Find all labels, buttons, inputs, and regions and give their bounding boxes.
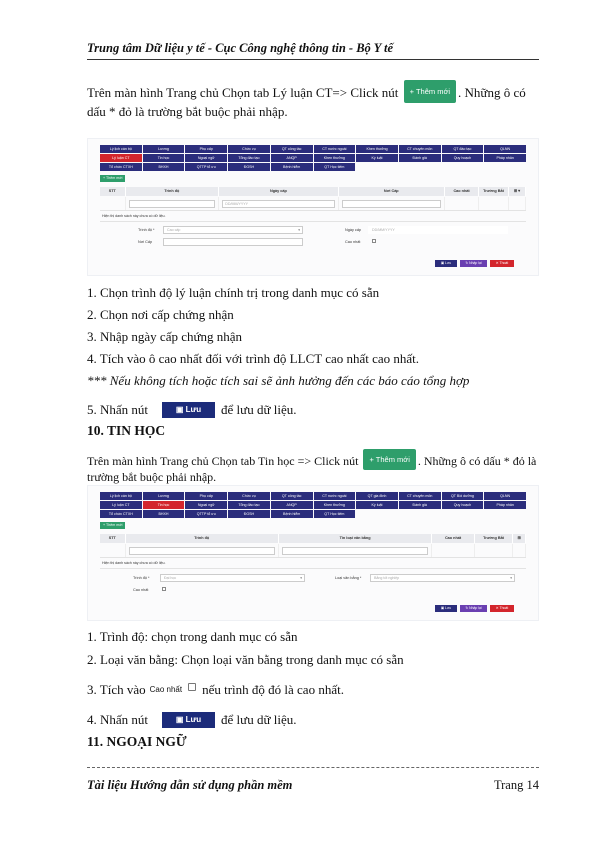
tab-to-chuc-ctxh[interactable]: Tổ chức CTXH: [100, 163, 142, 171]
filter-ngay-cap[interactable]: DD/MM/YYYY: [222, 200, 334, 208]
tab-luong[interactable]: Lương: [143, 145, 185, 153]
filter-trinh-do[interactable]: [129, 547, 275, 555]
tab-ngoai-ngu[interactable]: Ngoại ngữ: [185, 501, 227, 509]
retype-button[interactable]: ↻ Nhập lại: [460, 260, 487, 267]
tab-ct-nuoc-ngoai[interactable]: CT nước ngoài: [314, 492, 356, 500]
label-noi-cap: Nơi Cấp: [138, 240, 153, 244]
save-icon: ▣: [440, 261, 446, 265]
tab-bhxh[interactable]: BHXH: [143, 510, 185, 518]
tab-ct-chuyen-mon[interactable]: CT chuyên môn: [399, 145, 441, 153]
tab-khen-thuong-1[interactable]: Khen thưởng: [356, 145, 398, 153]
col-truong-bat: Trường Bắt: [479, 187, 509, 196]
tab-ct-chuyen-mon[interactable]: CT chuyên môn: [399, 492, 441, 500]
input-noi-cap[interactable]: [163, 238, 303, 246]
tinhoc-step-3: 3. Tích vào Cao nhất nếu trình độ đó là cao nhất.: [87, 682, 344, 697]
tab-phap-nhan[interactable]: Pháp nhân: [484, 154, 526, 162]
tab-luong[interactable]: Lương: [143, 492, 185, 500]
intro-lyluan-text-after: . Những ô có dấu * đỏ là trường bắt buộc phải nhập.: [87, 85, 526, 119]
col-truong-bat: Trường Bắt: [475, 534, 513, 543]
table-header: [100, 534, 526, 543]
save-icon: ▣: [440, 606, 446, 610]
tab-ky-luat[interactable]: Kỷ luật: [356, 154, 398, 162]
step-3: 3. Nhập ngày cấp chứng nhận: [87, 329, 243, 344]
tab-danh-gia[interactable]: Đánh giá: [399, 154, 441, 162]
table-header: [100, 187, 526, 196]
tab-qt-gia-dinh[interactable]: QT gia đình: [356, 492, 398, 500]
tab-qlnn[interactable]: QLNN: [484, 492, 526, 500]
select-loai-van-bang[interactable]: Bằng tốt nghiệp ▾: [370, 574, 515, 582]
close-icon: ✕: [495, 261, 500, 265]
tab-row-2: [100, 501, 526, 509]
tab-chuc-vu[interactable]: Chức vụ: [228, 492, 270, 500]
checkbox-illustration: Cao nhất: [150, 681, 196, 698]
tab-tin-hoc[interactable]: Tin học: [143, 501, 185, 509]
retype-button[interactable]: ↻ Nhập lại: [460, 605, 487, 612]
exit-button[interactable]: ✕ Thoát: [490, 605, 514, 612]
tab-ngoai-ngu[interactable]: Ngoại ngữ: [185, 154, 227, 162]
tab-row-1: [100, 492, 526, 500]
tab-anqp[interactable]: ANQP: [271, 154, 313, 162]
page-number: Trang 14: [493, 778, 539, 792]
tab-khen-thuong[interactable]: Khen thưởng: [314, 501, 356, 509]
warning-note: *** Nếu không tích hoặc tích sai sẽ ảnh hưởng đến các báo cáo tổng hợp: [87, 373, 470, 388]
tab-qttp[interactable]: QTTP tổ ưu: [185, 510, 227, 518]
tab-row-2: [100, 154, 526, 162]
tab-qttp[interactable]: QTTP tổ ưu: [185, 163, 227, 171]
tab-qlnn[interactable]: QLNN: [484, 145, 526, 153]
table-filter-row: [100, 544, 526, 558]
tab-qt-hoc-tiem[interactable]: QT Học tiếm: [314, 163, 356, 171]
add-new-button[interactable]: + Thêm mới: [100, 175, 125, 182]
tab-tin-hoc[interactable]: Tin học: [143, 154, 185, 162]
col-cao-nhat: Cao nhất: [432, 534, 475, 543]
col-stt: STT: [100, 187, 126, 196]
close-icon: ✕: [495, 606, 500, 610]
col-noi-cap: Nơi Cấp: [339, 187, 446, 196]
chevron-down-icon: ▾: [298, 228, 300, 232]
tab-ct-nuoc-ngoai[interactable]: CT nước ngoài: [314, 145, 356, 153]
select-trinh-do[interactable]: Đại học ▾: [160, 574, 305, 582]
col-trinh-do: Trình độ: [126, 534, 279, 543]
tab-benh-hiem[interactable]: Bệnh hiểm: [271, 510, 313, 518]
save-button[interactable]: ▣ Lưu: [435, 260, 457, 267]
filter-noi-cap[interactable]: [342, 200, 442, 208]
tab-bhxh[interactable]: BHXH: [143, 163, 185, 171]
intro-lyluan-text: Trên màn hình Trang chủ Chọn tab Lý luận CT=> Click nút: [87, 85, 399, 100]
footer-rule: [87, 767, 539, 768]
add-new-button: + Thêm mới: [363, 449, 415, 470]
tinhoc-step-1: 1. Trình độ: chọn trong danh mục có sẵn: [87, 629, 298, 644]
label-cao-nhat: Cao nhất: [133, 588, 149, 592]
label-cao-nhat: Cao nhất: [345, 240, 361, 244]
label-ngay-cap: Ngày cấp: [345, 228, 362, 232]
tab-qt-boi-duong[interactable]: QT Bồi dưỡng: [442, 492, 484, 500]
tab-qt-cong-tac[interactable]: QT công tác: [271, 492, 313, 500]
tab-ky-luat[interactable]: Kỷ luật: [356, 501, 398, 509]
tinhoc-screenshot: [87, 485, 539, 621]
checkbox-cao-nhat[interactable]: [162, 587, 166, 591]
tab-qt-cong-tac[interactable]: QT công tác: [271, 145, 313, 153]
exit-button[interactable]: ✕ Thoát: [490, 260, 514, 267]
checkbox-cao-nhat[interactable]: [372, 239, 376, 243]
empty-note: Hiện thị danh sách này chưa có dữ liệu.: [102, 214, 166, 218]
tab-row-3: [100, 163, 526, 171]
footer-title: Tài liệu Hướng dẫn sử dụng phần mềm: [87, 778, 293, 792]
save-button-illustration: ▣ Lưu: [162, 402, 215, 418]
tab-dgsh[interactable]: ĐGSH: [228, 510, 270, 518]
tab-chuc-vu[interactable]: Chức vụ: [228, 145, 270, 153]
add-new-button[interactable]: + Thêm mới: [100, 522, 125, 529]
filter-trinh-do[interactable]: [129, 200, 216, 208]
label-loai-van-bang: Loại văn bằng *: [335, 576, 362, 580]
tab-benh-hiem[interactable]: Bệnh hiểm: [271, 163, 313, 171]
step-4: 4. Tích vào ô cao nhất đối với trình độ LLCT cao nhất cao nhất.: [87, 351, 420, 366]
col-ngay-cap: Ngày cấp: [219, 187, 338, 196]
chevron-down-icon: ▾: [510, 576, 512, 580]
col-trinh-do: Trình độ: [126, 187, 220, 196]
label-trinh-do: Trình độ *: [138, 228, 155, 232]
tab-ly-lich[interactable]: Lý lịch cán bộ: [100, 145, 142, 153]
step-2: 2. Chọn nơi cấp chứng nhận: [87, 307, 234, 322]
empty-note: Hiện thị danh sách này chưa có dữ liệu.: [102, 561, 166, 565]
section-11-title: 11. NGOẠI NGỮ: [87, 734, 187, 749]
select-trinh-do[interactable]: Cao cấp ▾: [163, 226, 303, 234]
tab-phap-nhan[interactable]: Pháp nhân: [484, 501, 526, 509]
tab-row-3: [100, 510, 526, 518]
input-ngay-cap[interactable]: DD/MM/YYYY: [368, 226, 508, 234]
tab-tong-dao-tao[interactable]: Tổng đào tạo: [228, 154, 270, 162]
header-rule: [87, 59, 539, 60]
tab-tong-dao-tao[interactable]: Tổng đào tạo: [228, 501, 270, 509]
tab-qt-dao-tao[interactable]: QT đào tạo: [442, 145, 484, 153]
lyluan-screenshot: [87, 138, 539, 276]
checkbox-icon: [188, 683, 196, 691]
refresh-icon: ↻: [465, 606, 470, 610]
step-1: 1. Chọn trình độ lý luận chính trị trong danh mục có sẵn: [87, 285, 380, 300]
table-filter-row: [100, 197, 526, 211]
chevron-down-icon: ▾: [300, 576, 302, 580]
intro-tinhoc: Trên màn hình Trang chủ Chọn tab Tin học => Click nút + Thêm mới . Những ô có dấu * đỏ là trường bắt buộc phải nhập.: [87, 449, 539, 485]
step-5: 5. Nhấn nút ▣ Lưu để lưu dữ liệu.: [87, 402, 297, 417]
floppy-icon: ▣: [175, 405, 186, 414]
tab-dgsh[interactable]: ĐGSH: [228, 163, 270, 171]
tab-anqp[interactable]: ANQP: [271, 501, 313, 509]
floppy-icon: ▣: [175, 715, 186, 724]
tab-khen-thuong[interactable]: Khen thưởng: [314, 154, 356, 162]
col-settings[interactable]: ⊞ ▾: [509, 187, 526, 196]
filter-loai-van-bang[interactable]: [282, 547, 428, 555]
col-cao-nhat: Cao nhất: [445, 187, 479, 196]
tinhoc-step-4: 4. Nhấn nút ▣ Lưu để lưu dữ liệu.: [87, 712, 297, 727]
tab-quy-hoach[interactable]: Quy hoạch: [442, 501, 484, 509]
tab-ly-luan-ct[interactable]: Lý luận CT: [100, 501, 142, 509]
tab-quy-hoach[interactable]: Quy hoạch: [442, 154, 484, 162]
label-trinh-do: Trình độ *: [133, 576, 150, 580]
save-button-illustration: ▣ Lưu: [162, 712, 215, 728]
tab-phu-cap[interactable]: Phụ cấp: [185, 145, 227, 153]
tab-ly-lich[interactable]: Lý lịch cán bộ: [100, 492, 142, 500]
intro-lyluan: [87, 80, 539, 120]
col-loai-van-bang: Tin loại văn bằng: [279, 534, 432, 543]
col-settings[interactable]: ⊞: [513, 534, 526, 543]
tab-ly-luan-ct[interactable]: Lý luận CT: [100, 154, 142, 162]
document-header: Trung tâm Dữ liệu y tế - Cục Công nghệ thông tin - Bộ Y tế: [87, 41, 394, 55]
add-new-button: + Thêm mới: [404, 80, 456, 103]
tab-phu-cap[interactable]: Phụ cấp: [185, 492, 227, 500]
tab-qt-hoc-tiem[interactable]: QT Học tiếm: [314, 510, 356, 518]
tab-danh-gia[interactable]: Đánh giá: [399, 501, 441, 509]
refresh-icon: ↻: [465, 261, 470, 265]
save-button[interactable]: ▣ Lưu: [435, 605, 457, 612]
tinhoc-step-2: 2. Loại văn bằng: Chọn loại văn bằng trong danh mục có sẵn: [87, 652, 404, 667]
tab-row-1: [100, 145, 526, 153]
tab-to-chuc-ctxh[interactable]: Tổ chức CTXH: [100, 510, 142, 518]
section-10-title: 10. TIN HỌC: [87, 423, 166, 438]
col-stt: STT: [100, 534, 126, 543]
